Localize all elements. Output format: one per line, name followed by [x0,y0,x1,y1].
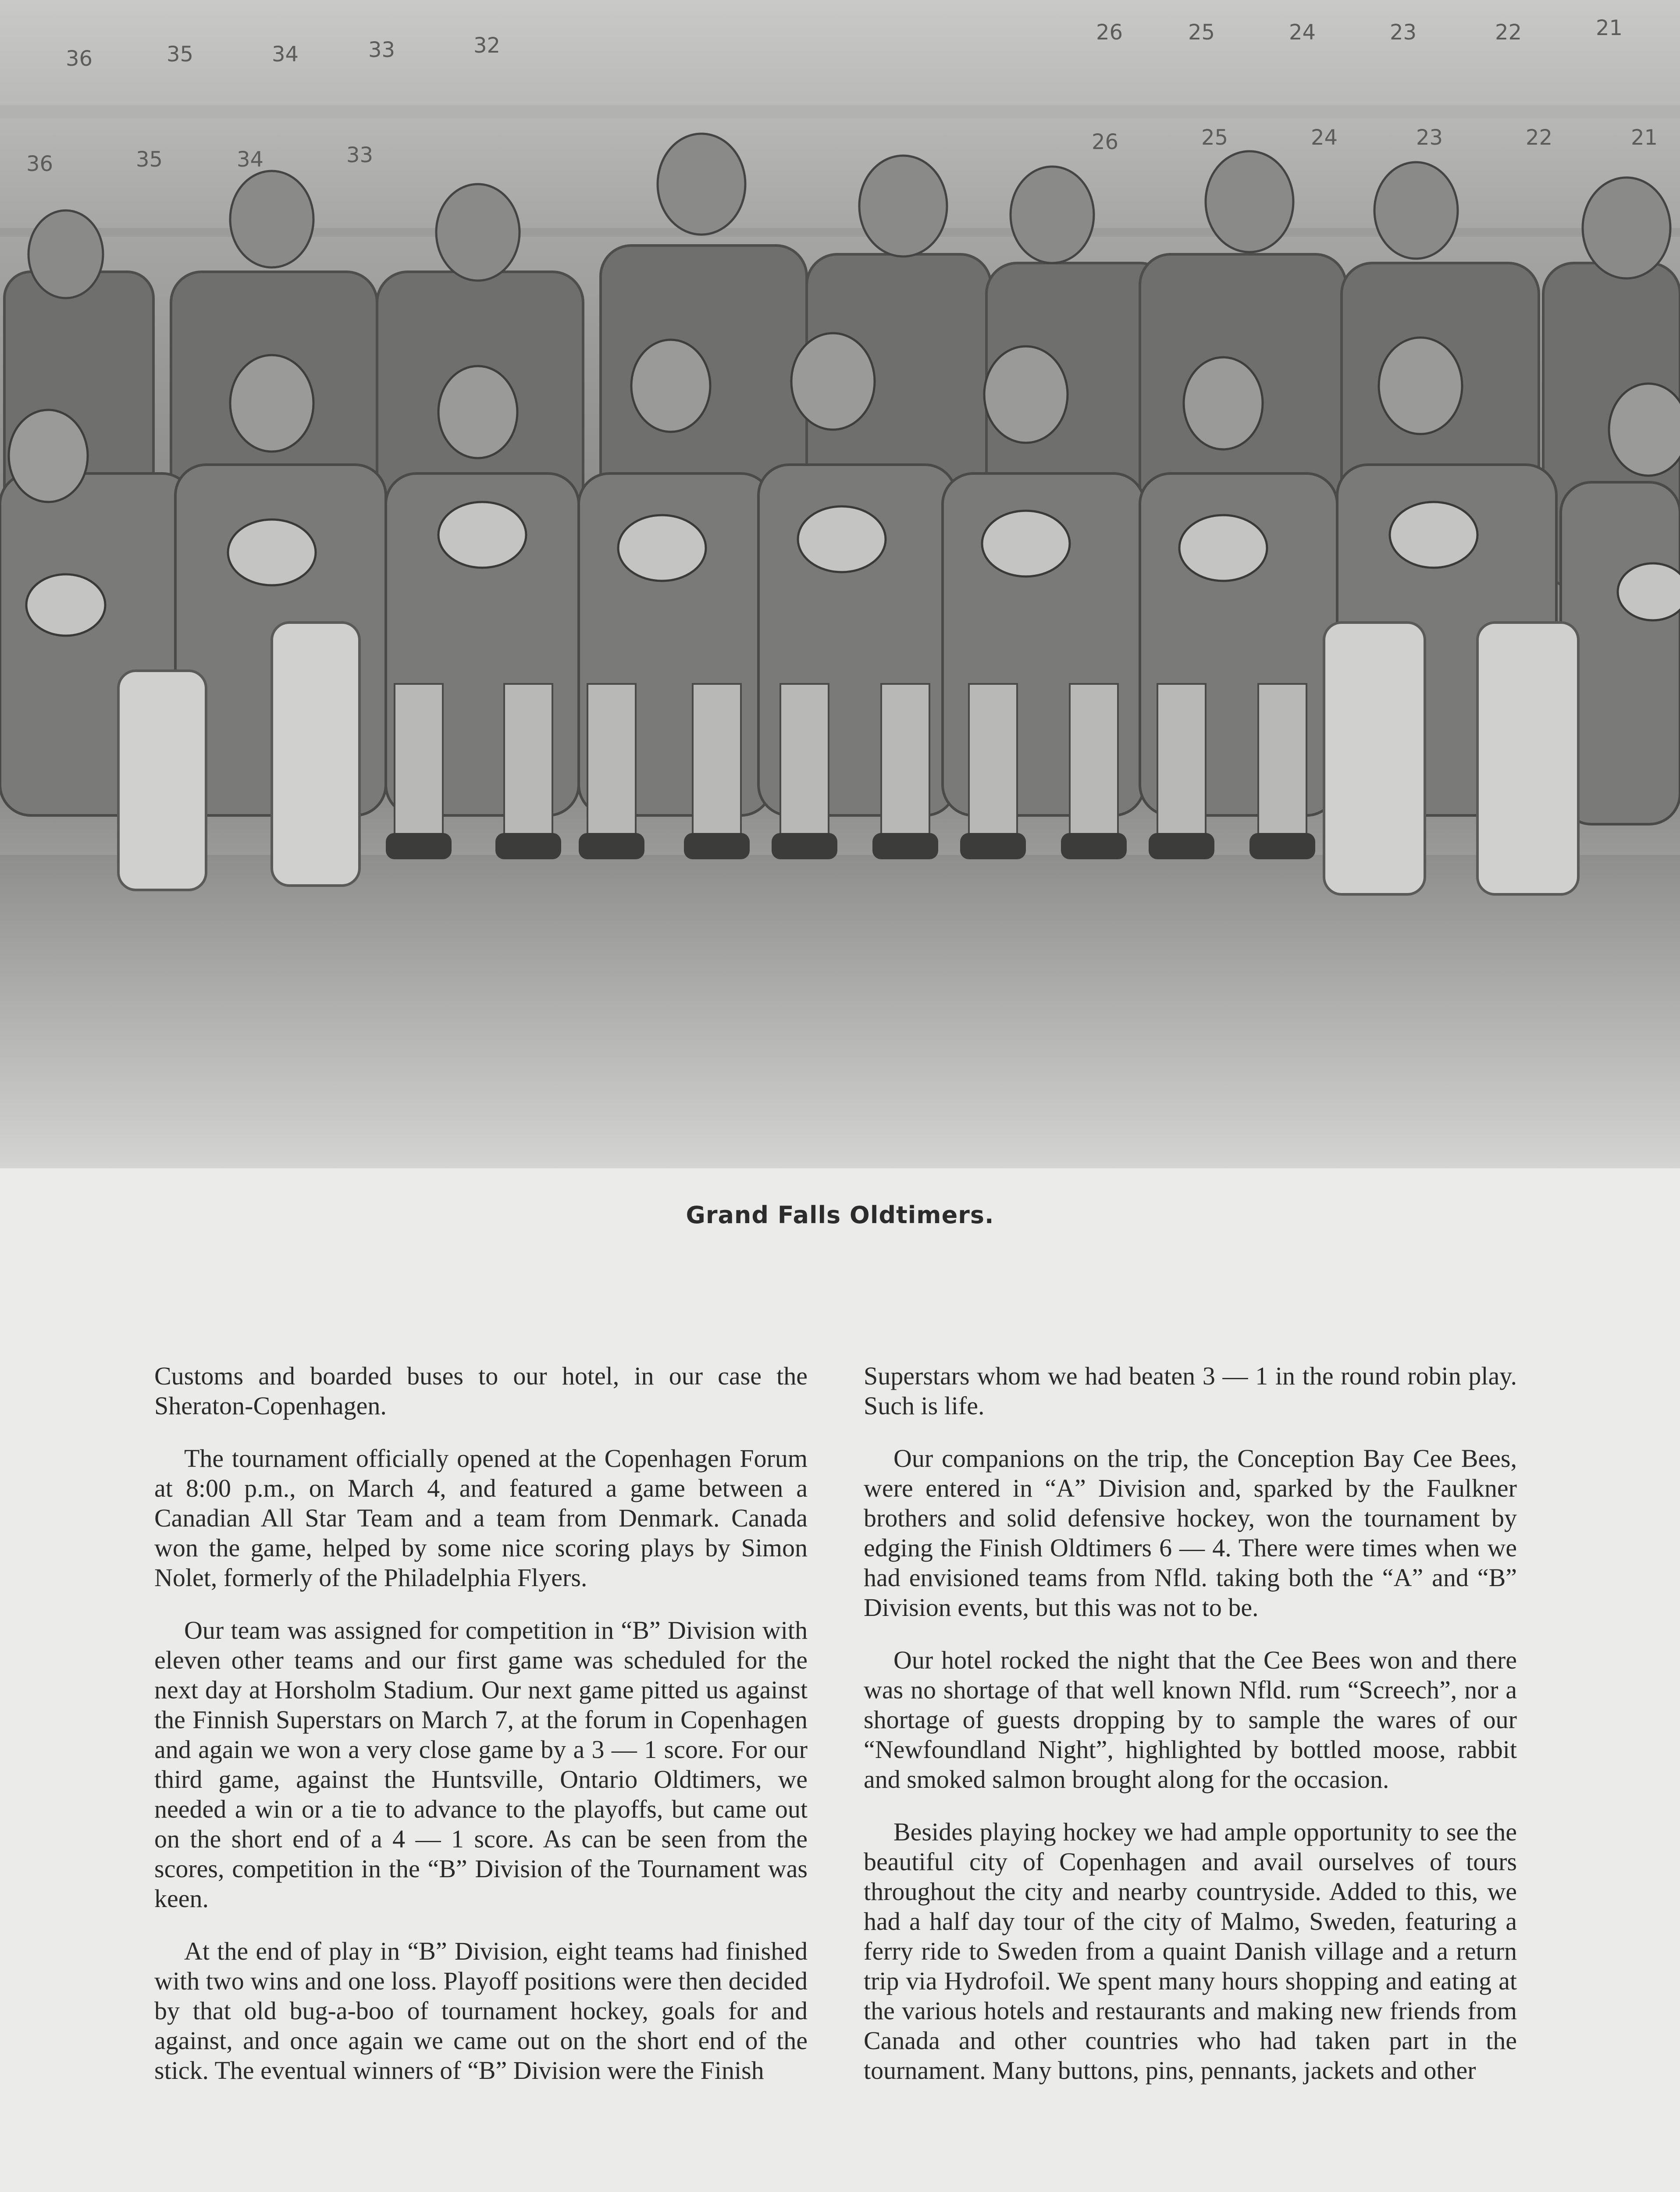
board-number: 35 [136,147,163,172]
board-number: 33 [368,38,395,62]
board-number: 23 [1416,125,1443,150]
board-number: 34 [237,147,264,172]
board-number: 21 [1631,125,1658,150]
paragraph: Superstars whom we had beaten 3 — 1 in the round robin play. Such is life. [864,1362,1517,1420]
board-number: 25 [1201,125,1228,150]
board-number: 26 [1092,130,1119,154]
board-number: 34 [272,42,299,67]
board-number: 22 [1526,125,1553,150]
board-number: 22 [1495,20,1522,45]
paragraph: Customs and boarded buses to our hotel, in our case the Sheraton-Copenhagen. [154,1362,808,1420]
article-column-left [154,1361,808,2108]
paragraph: Our hotel rocked the night that the Cee Bees won and there was no shortage of that well known Nfld. rum “Screech”, nor a shortage of guests dropping by to sample the wares of our “Newfoundland Night”, highlighted by bottled moose, rabbit and smoked salmon brought along for the occasion. [864,1646,1517,1793]
board-number: 32 [473,33,501,58]
photo-caption: Grand Falls Oldtimers. [686,1201,994,1229]
board-number: 23 [1390,20,1417,45]
article-column-right [864,1361,1517,2108]
board-number: 24 [1311,125,1338,150]
board-number: 35 [167,42,194,67]
paragraph: Our team was assigned for competition in “B” Division with eleven other teams and our first game was scheduled for the next day at Horsholm Stadium. Our next game pitted us against the Finnish Superstars on March 7, at the forum in Copenhagen and again we won a very close game by a 3 — 1 score. For our third game, against the Huntsville, Ontario Oldtimers, we needed a win or a tie to advance to the playoffs, but came out on the short end of a 4 — 1 score. As can be seen from the scores, competition in the “B” Division of the Tournament was keen. [154,1616,808,1913]
paragraph: Our companions on the trip, the Conception Bay Cee Bees, were entered in “A” Division and, sparked by the Faulkner brothers and solid defensive hockey, won the tournament by edging the Finish Oldtimers 6 — 4. There were times when we had envisioned teams from Nfld. taking both the “A” and “B” Division events, but this was not to be. [864,1444,1517,1622]
paragraph: At the end of play in “B” Division, eight teams had finished with two wins and one loss. Playoff positions were then decided by that old bug-a-boo of tournament hockey, goals for and against, and once again we came out on the short end of the stick. The eventual winners of “B” Division were the Finish [154,1937,808,2085]
board-number: 25 [1188,20,1215,45]
paragraph: Besides playing hockey we had ample opportunity to see the beautiful city of Copenhagen and avail ourselves of tours throughout the city and nearby countryside. Added to this, we had a half day tour of the city of Malmo, Sweden, featuring a ferry ride to Sweden from a quaint Danish village and a return trip via Hydrofoil. We spent many hours shopping and eating at the various hotels and restaurants and making new friends from Canada and other countries who had taken part in the tournament. Many buttons, pins, pennants, jackets and other [864,1818,1517,2085]
board-number: 26 [1096,20,1123,45]
board-number: 21 [1596,16,1623,40]
board-number: 36 [26,152,53,176]
board-number: 33 [346,143,374,167]
board-number: 24 [1289,20,1316,45]
paragraph: The tournament officially opened at the Copenhagen Forum at 8:00 p.m., on March 4, and featured a game between a Canadian All Star Team and a team from Denmark. Canada won the game, helped by some nice scoring plays by Simon Nolet, formerly of the Philadelphia Flyers. [154,1444,808,1592]
board-number: 36 [66,46,93,71]
